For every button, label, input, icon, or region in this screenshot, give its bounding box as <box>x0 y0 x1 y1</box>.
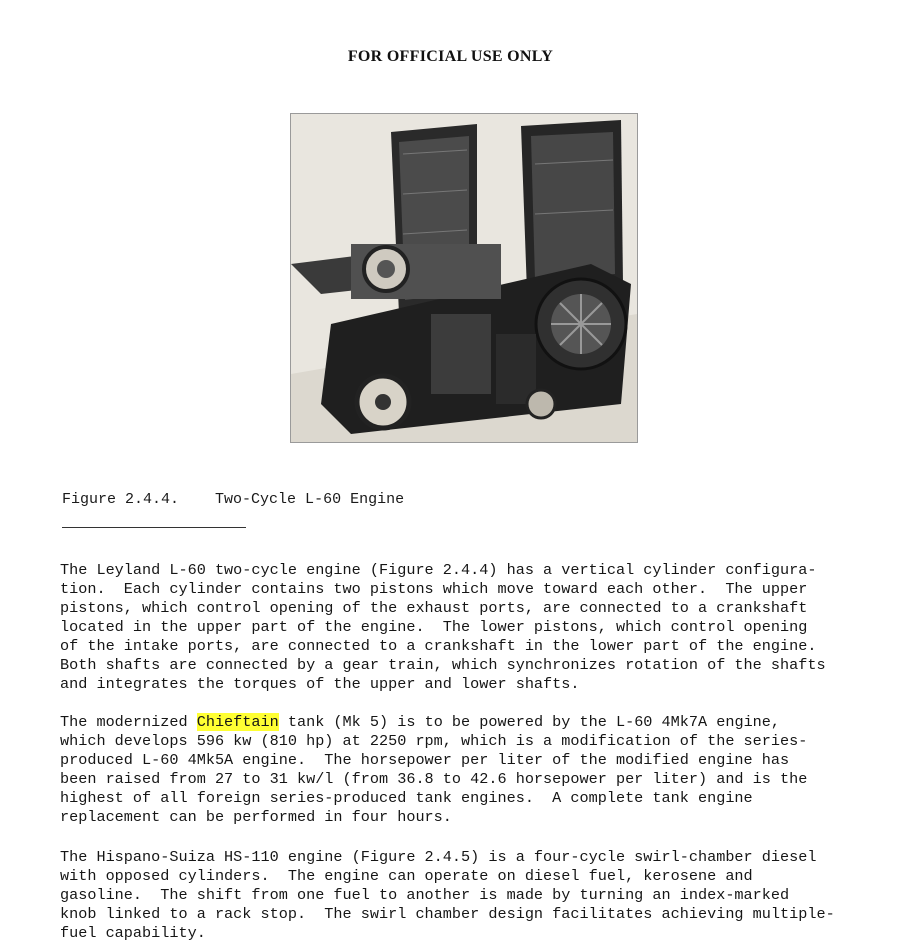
text-line: gasoline. The shift from one fuel to another is made by turning an index-marked <box>60 886 790 904</box>
text-segment: The modernized <box>60 713 197 731</box>
text-line: tion. Each cylinder contains two pistons which move toward each other. The upper <box>60 580 808 598</box>
text-line: replacement can be performed in four hours. <box>60 808 452 826</box>
text-line: fuel capability. <box>60 924 206 942</box>
paragraph-leyland-l60 <box>60 561 890 694</box>
classification-header: FOR OFFICIAL USE ONLY <box>347 48 554 65</box>
text-line: highest of all foreign series-produced tank engines. A complete tank engine <box>60 789 753 807</box>
figure-caption-title: Two-Cycle L-60 Engine <box>215 491 405 508</box>
text-line: The Leyland L-60 two-cycle engine (Figure 2.4.4) has a vertical cylinder configura- <box>60 561 817 579</box>
text-line: of the intake ports, are connected to a crankshaft in the lower part of the engine. <box>60 637 817 655</box>
text-line: The Hispano-Suiza HS-110 engine (Figure 2.4.5) is a four-cycle swirl-chamber diesel <box>60 848 817 866</box>
text-line: Both shafts are connected by a gear train, which synchronizes rotation of the shafts <box>60 656 826 674</box>
highlighted-term: Chieftain <box>196 713 279 731</box>
paragraph-hispano-suiza <box>60 848 890 943</box>
figure-caption-label: Figure 2.4.4. <box>62 491 180 508</box>
text-line: been raised from 27 to 31 kw/l (from 36.8 to 42.6 horsepower per liter) and is the <box>60 770 808 788</box>
text-line: knob linked to a rack stop. The swirl chamber design facilitates achieving multiple- <box>60 905 835 923</box>
figure-caption <box>62 491 404 508</box>
text-line: produced L-60 4Mk5A engine. The horsepower per liter of the modified engine has <box>60 751 790 769</box>
text-line: pistons, which control opening of the exhaust ports, are connected to a crankshaft <box>60 599 808 617</box>
text-line: which develops 596 kw (810 hp) at 2250 rpm, which is a modification of the series- <box>60 732 808 750</box>
text-line <box>60 713 890 732</box>
caption-underline <box>62 527 246 528</box>
text-line: and integrates the torques of the upper and lower shafts. <box>60 675 580 693</box>
paragraph-chieftain <box>60 713 890 827</box>
text-line: with opposed cylinders. The engine can operate on diesel fuel, kerosene and <box>60 867 753 885</box>
text-segment: tank (Mk 5) is to be powered by the L-60 4Mk7A engine, <box>278 713 781 731</box>
text-line: located in the upper part of the engine. The lower pistons, which control opening <box>60 618 808 636</box>
engine-photo <box>290 113 638 443</box>
